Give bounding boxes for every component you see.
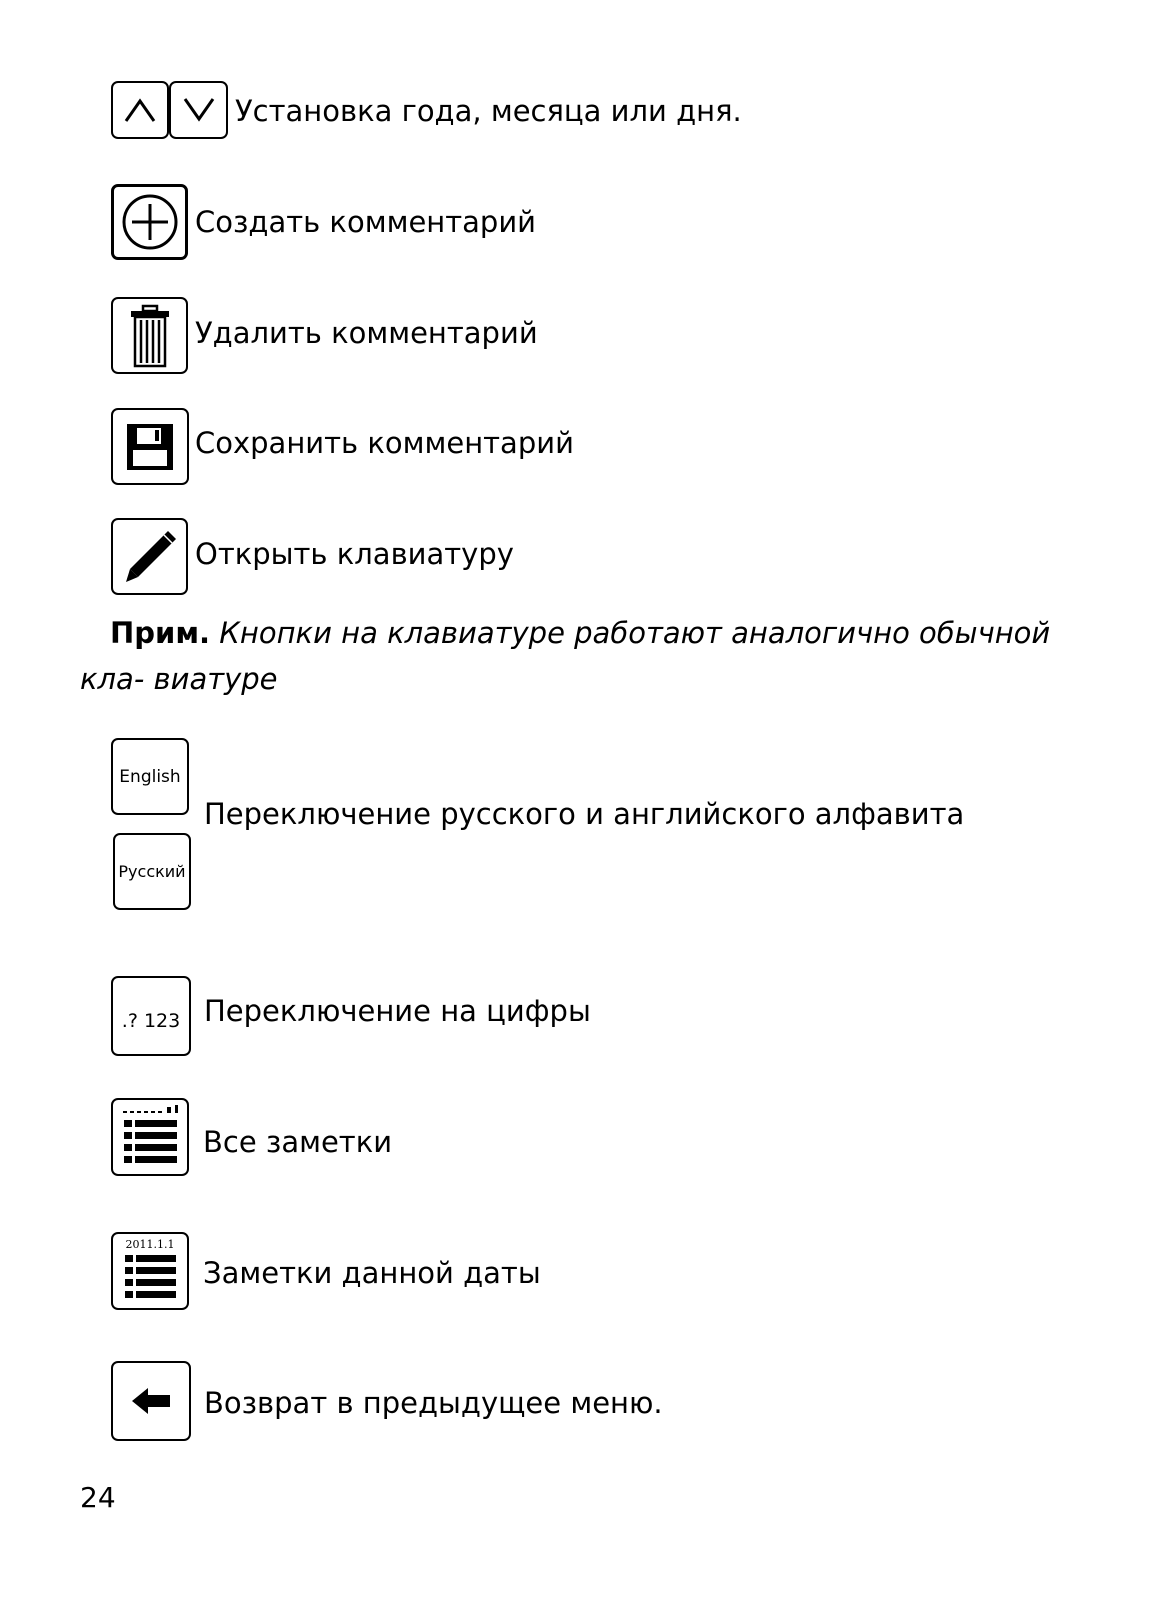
numbers-switch-label: Переключение на цифры (204, 994, 591, 1028)
delete-comment-button[interactable] (111, 297, 188, 374)
english-key-label: English (119, 766, 181, 787)
numbers-key[interactable] (111, 976, 191, 1056)
all-notes-list-icon (119, 1104, 181, 1170)
create-comment-button[interactable] (111, 184, 188, 260)
dated-notes-label: Заметки данной даты (203, 1256, 541, 1290)
note-paragraph (80, 610, 1070, 702)
page-number: 24 (80, 1481, 116, 1514)
back-label: Возврат в предыдущее меню. (204, 1386, 663, 1420)
create-comment-label: Создать комментарий (195, 205, 537, 239)
russian-key-label: Русский (118, 862, 186, 881)
year-down-button[interactable] (169, 81, 228, 139)
save-comment-label: Сохранить комментарий (195, 426, 574, 460)
numbers-key-label: .? 123 (121, 1010, 181, 1032)
delete-comment-label: Удалить комментарий (195, 316, 538, 350)
all-notes-button[interactable] (111, 1098, 189, 1176)
note-lead: Прим. (110, 616, 211, 650)
open-keyboard-button[interactable] (111, 518, 188, 595)
dated-notes-button[interactable] (111, 1232, 189, 1310)
dated-notes-date-text: 2011.1.1 (125, 1238, 175, 1251)
trash-icon (128, 304, 172, 368)
dated-notes-list-icon (121, 1251, 179, 1303)
save-comment-button[interactable] (111, 408, 189, 485)
chevron-down-icon (182, 95, 216, 125)
year-up-button[interactable] (111, 81, 169, 139)
back-arrow-icon (130, 1386, 172, 1416)
note-body: Кнопки на клавиатуре работают аналогично обычной кла- виатуре (80, 616, 1051, 696)
open-keyboard-label: Открыть клавиатуру (195, 537, 514, 571)
add-circle-icon (120, 192, 180, 252)
russian-key[interactable] (113, 833, 191, 910)
back-button[interactable] (111, 1361, 191, 1441)
floppy-disk-icon (125, 422, 175, 472)
pencil-icon (120, 527, 180, 587)
all-notes-label: Все заметки (203, 1125, 393, 1159)
english-key[interactable] (111, 738, 189, 815)
set-date-label: Установка года, месяца или дня. (235, 94, 742, 128)
language-switch-label: Переключение русского и английского алфавита (204, 797, 965, 831)
chevron-up-icon (123, 95, 157, 125)
